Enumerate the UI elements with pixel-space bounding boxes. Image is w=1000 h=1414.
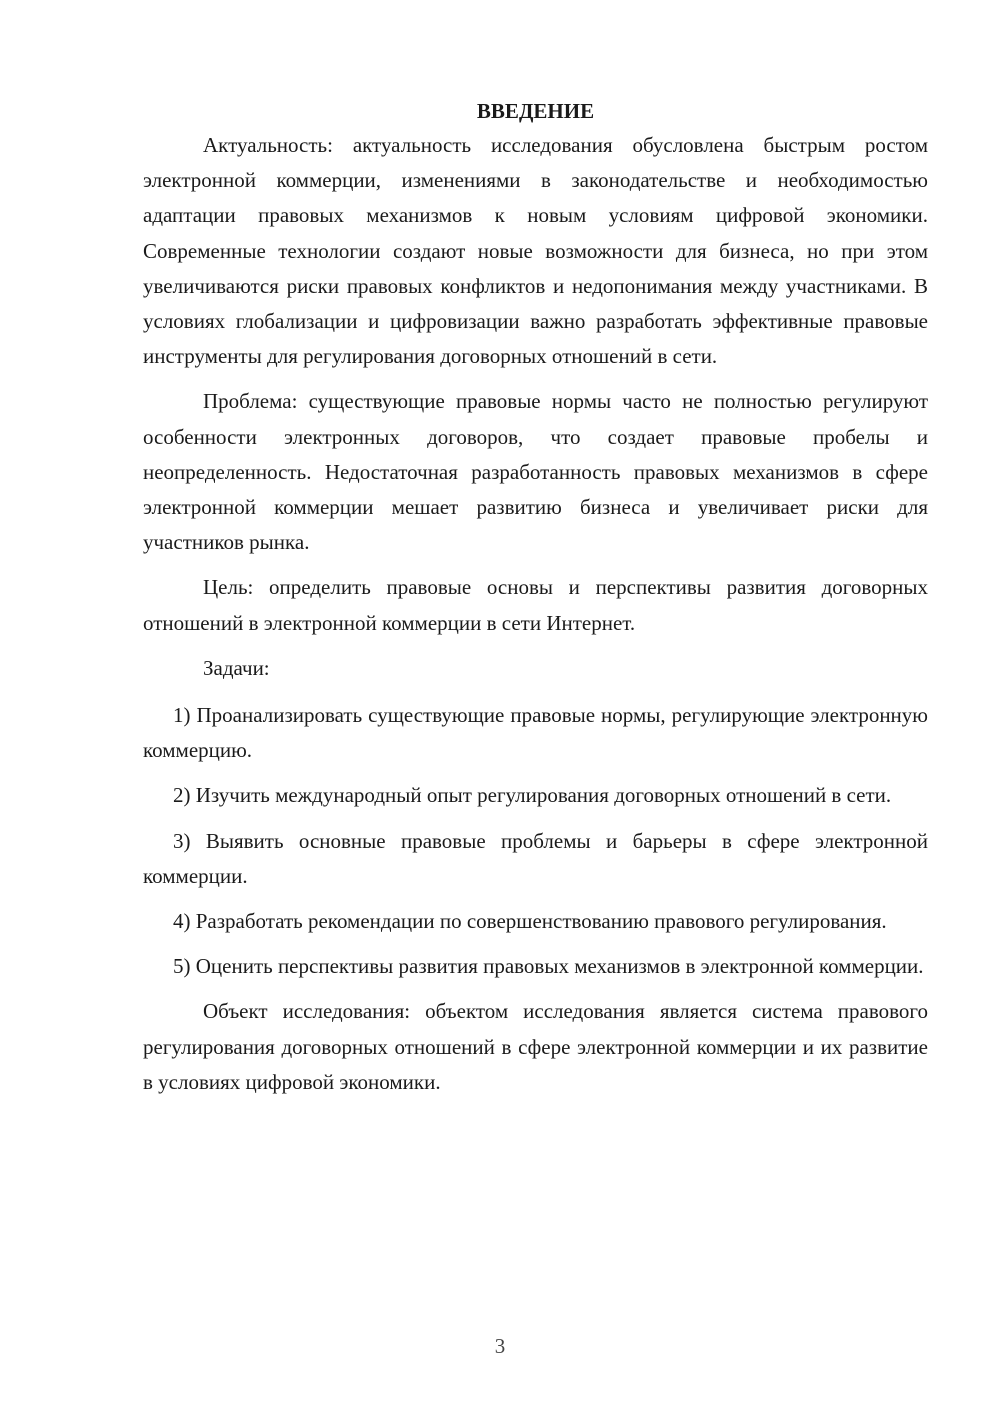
document-page	[143, 96, 928, 1110]
task-item-5: 5) Оценить перспективы развития правовых механизмов в электронной коммерции.	[173, 954, 924, 979]
problem-paragraph: Проблема: существующие правовые нормы часто не полностью регулируют особенности электронных договоров, что создает правовые пробелы и неопределенность. Недостаточная разработанность правовых механизмов в сфере электронной коммерции мешает развитию бизнеса и увеличивает риски для участников рынка.	[143, 389, 928, 555]
relevance-paragraph: Актуальность: актуальность исследования обусловлена быстрым ростом электронной коммерции, изменениями в законодательстве и необходимостью адаптации правовых механизмов к новым условиям цифровой экономики. Современные технологии создают новые возможности для бизнеса, но при этом увеличиваются риски правовых конфликтов и недопонимания между участниками. В условиях глобализации и цифровизации важно разработать эффективные правовые инструменты для регулирования договорных отношений в сети.	[143, 133, 928, 369]
goal-paragraph: Цель: определить правовые основы и перспективы развития договорных отношений в электронной коммерции в сети Интернет.	[143, 575, 928, 635]
page-number: 3	[494, 1334, 506, 1358]
task-item-3: 3) Выявить основные правовые проблемы и барьеры в сфере электронной коммерции.	[143, 828, 928, 888]
tasks-heading: Задачи:	[203, 655, 270, 680]
task-item-4: 4) Разработать рекомендации по совершенствованию правового регулирования.	[173, 909, 887, 934]
task-item-1: 1) Проанализировать существующие правовые нормы, регулирующие электронную коммерцию.	[143, 703, 928, 763]
page-title: ВВЕДЕНИЕ	[476, 99, 595, 123]
task-item-2: 2) Изучить международный опыт регулирования договорных отношений в сети.	[173, 783, 892, 808]
object-paragraph: Объект исследования: объектом исследования является система правового регулирования договорных отношений в сфере электронной коммерции и их развитие в условиях цифровой экономики.	[143, 999, 928, 1094]
